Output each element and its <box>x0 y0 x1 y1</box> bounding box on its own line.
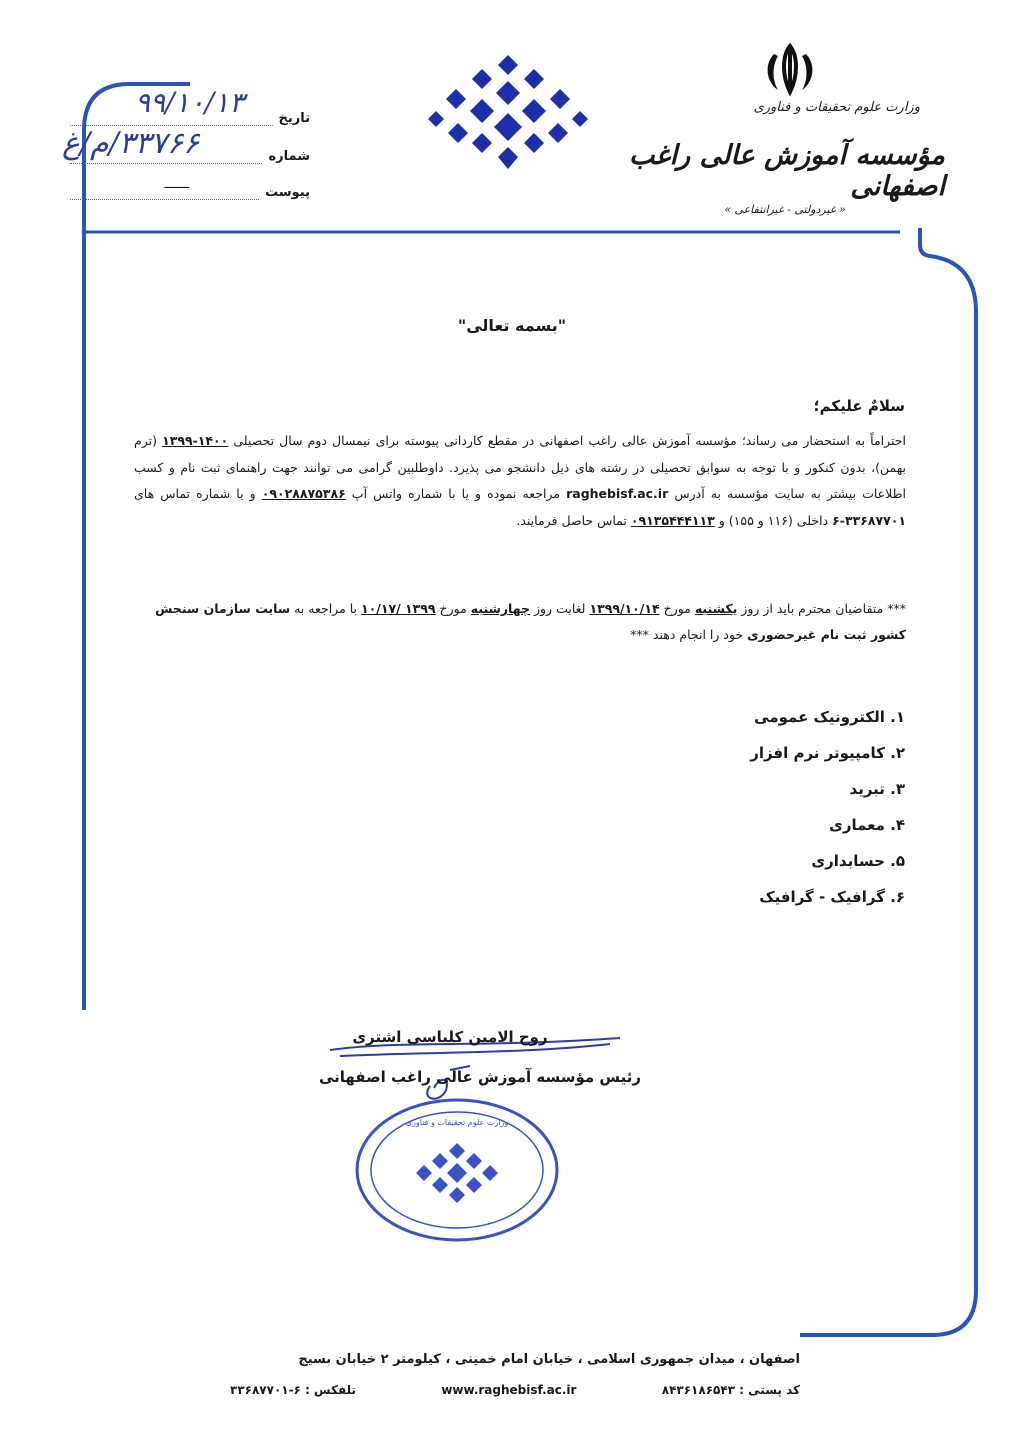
letter-paragraph: احتراماً به استحضار می رساند؛ مؤسسه آموزش عالی راغب اصفهانی در مقطع کاردانی پیوسته برای نیمسال دوم سال تحصیلی ۱۴۰۰-۱۳۹۹ (ترم بهمن)، بدون کنکور و با توجه به سوابق تحصیلی در رشته های ذیل دانشجو می پذیرد. داوطلبین گرامی می توانند جهت راهنمای ثبت نام و کسب اطلاعات بیشتر به سایت مؤسسه به آدرس raghebisf.ac.ir مراجعه نموده و یا با شماره واتس آپ ۰۹۰۲۸۸۷۵۳۸۶ و یا شماره تماس های ۳۳۶۸۷۷۰۱-۶ داخلی (۱۱۶ و ۱۵۵) و ۰۹۱۳۵۴۴۴۱۱۳ تماس حاصل فرمایند. <box>134 433 907 528</box>
list-item: ۱. الکترونیک عمومی <box>754 708 905 726</box>
website-link[interactable]: raghebisf.ac.ir <box>566 486 669 501</box>
institute-logo-icon <box>428 55 588 170</box>
footer-contacts <box>230 1383 800 1397</box>
footer-website-link[interactable]: www.raghebisf.ac.ir <box>441 1383 577 1397</box>
footer-address: اصفهان ، میدان جمهوری اسلامی ، خیابان امام خمینی ، کیلومتر ۲ خیابان بسیج <box>298 1352 800 1367</box>
list-item: ۳. تبرید <box>849 780 905 798</box>
list-item: ۴. معماری <box>829 816 905 834</box>
number-label: شماره <box>268 149 310 164</box>
basmala-heading: "بسمه تعالی" <box>457 316 567 335</box>
list-item: ۶. گرافیک - گرافیک <box>759 888 905 906</box>
start-date: ۱۳۹۹/۱۰/۱۴ <box>589 601 660 616</box>
handwritten-number: ۳۳۷۶۶/م/غ <box>62 126 200 161</box>
institution-name: مؤسسه آموزش عالی راغب اصفهانی <box>629 140 945 202</box>
signer-name: روح الامین کلباسی اشتری <box>352 1028 548 1046</box>
signer-title: رئیس مؤسسه آموزش عالی راغب اصفهانی <box>318 1068 642 1086</box>
institution-type: « غیردولتی - غیرانتفاعی » <box>724 203 846 216</box>
attachment-line <box>70 177 259 200</box>
registration-notice: *** متقاضیان محترم باید از روز یکشنبه مورخ ۱۳۹۹/۱۰/۱۴ لغایت روز چهارشنبه مورخ ۱۳۹۹ /۱۰/۱۷ با مراجعه به سایت سازمان سنجش کشور ثبت نام غیرحضوری خود را انجام دهند *** <box>155 601 906 642</box>
end-date: ۱۳۹۹ /۱۰/۱۷ <box>361 601 436 616</box>
stamp-text: وزارت علوم تحقیقات و فناوری <box>405 1118 509 1127</box>
whatsapp-number: ۰۹۰۲۸۸۷۵۳۸۶ <box>261 486 346 501</box>
phone-number: ۳۳۶۸۷۷۰۱-۶ <box>832 512 906 528</box>
list-item: ۲. کامپیوتر نرم افزار <box>750 744 905 762</box>
date-label: تاریخ <box>278 111 310 126</box>
greeting: سلامٌ علیکم؛ <box>813 397 905 415</box>
attachment-label: پیوست <box>265 185 310 200</box>
iran-emblem-icon <box>760 42 820 97</box>
mobile-number: ۰۹۱۳۵۴۴۴۱۱۳ <box>630 512 715 528</box>
ministry-name: وزارت علوم تحقیقات و فناوری <box>753 100 920 115</box>
academic-year: ۱۴۰۰-۱۳۹۹ <box>162 433 229 448</box>
telefax: تلفکس : ۶-۳۳۶۸۷۷۰۱ <box>230 1383 357 1397</box>
list-item: ۵. حسابداری <box>811 852 905 870</box>
handwritten-date: ۹۹/۱۰/۱۳ <box>135 86 245 119</box>
postal-code: کد پستی : ۸۴۳۶۱۸۶۵۴۳ <box>661 1383 800 1397</box>
end-day: چهارشنبه <box>470 601 531 616</box>
start-day: یکشنبه <box>694 601 738 616</box>
sanjesh-site-reference: سایت سازمان سنجش کشور ثبت نام غیرحضوری <box>155 601 906 642</box>
fields-list <box>560 706 905 922</box>
attachment-row <box>70 174 310 200</box>
attachment-value: ـــــــ <box>164 177 190 191</box>
